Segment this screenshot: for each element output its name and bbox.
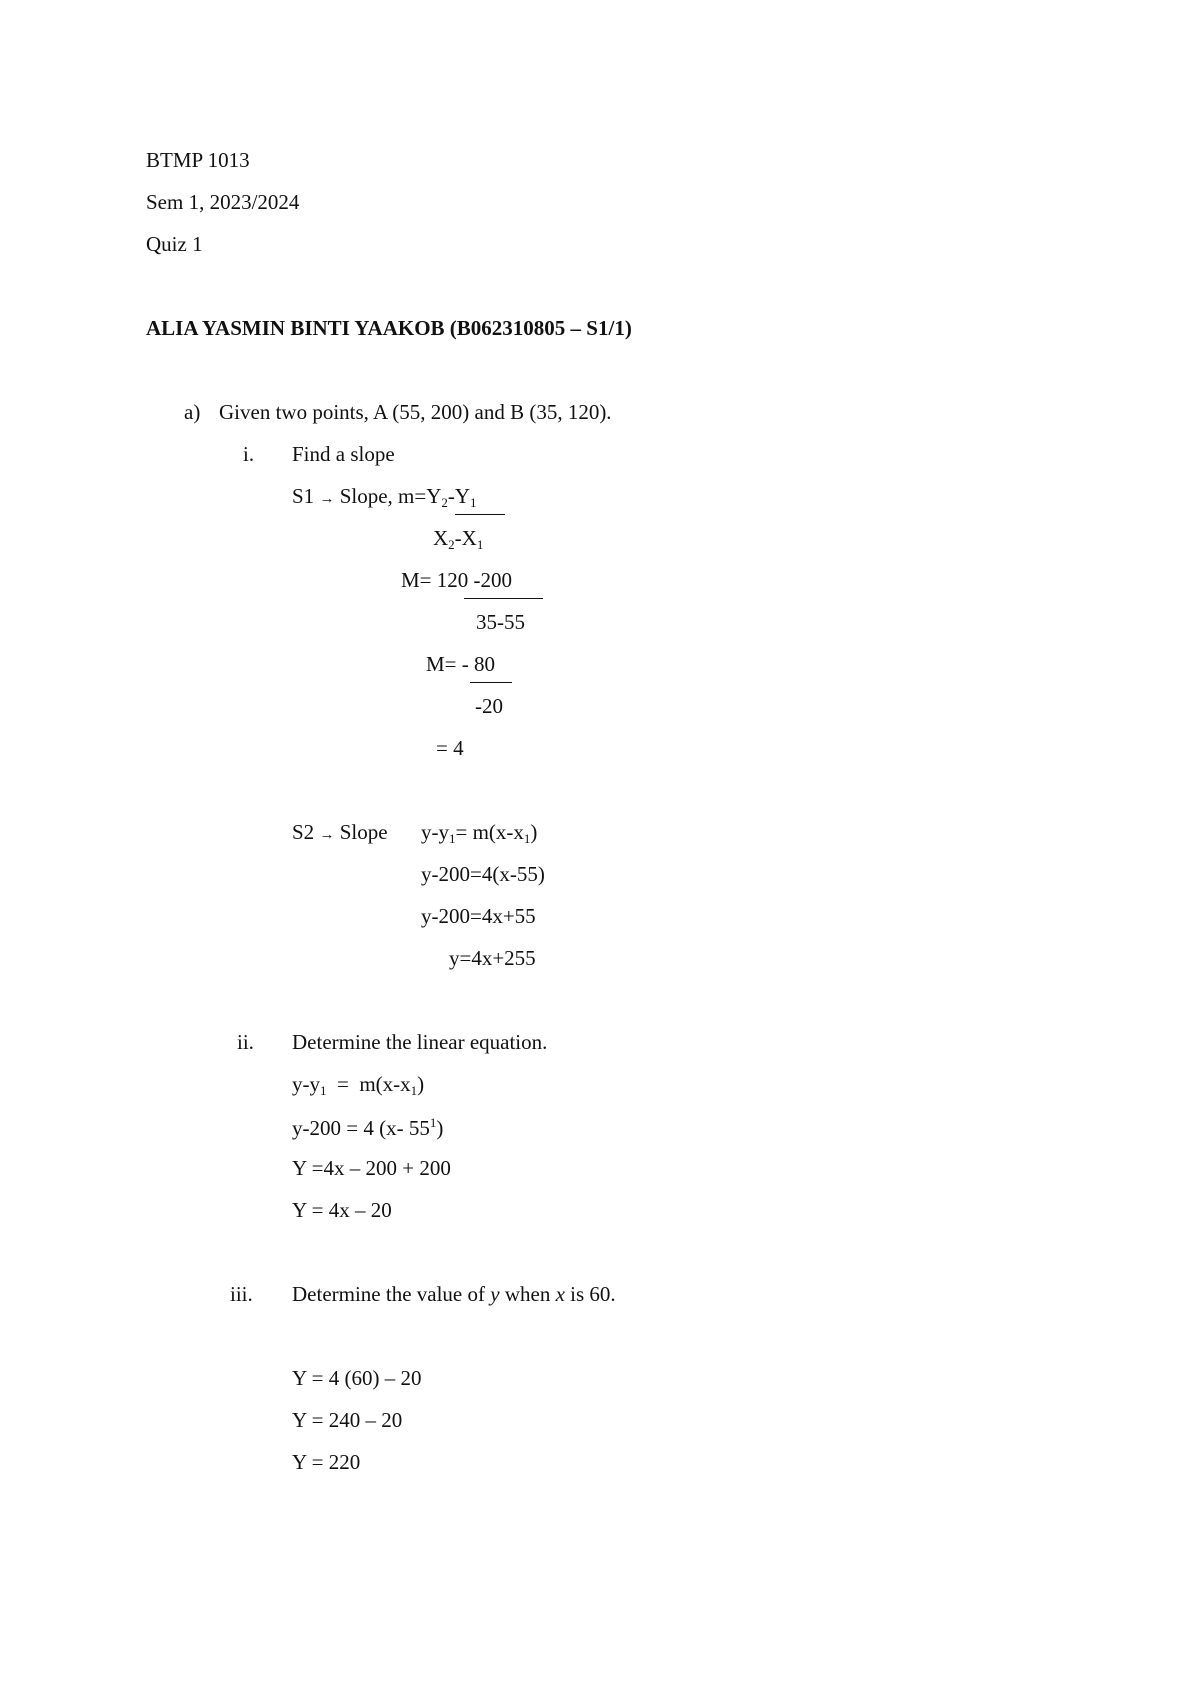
part-ii-equation-4: Y = 4x – 20 — [292, 1198, 392, 1222]
s1-fraction-bar — [455, 514, 505, 515]
iii-text-x: x — [555, 1282, 565, 1306]
arrow-icon: → — [319, 491, 335, 507]
s2-label: Slope — [339, 820, 388, 844]
question-a-label: a) — [184, 400, 201, 424]
ii-eq1-sub-2: 1 — [410, 1083, 418, 1098]
s1-step2-fraction-bar — [470, 682, 512, 683]
ii-eq1-c: = m(x-x — [326, 1072, 411, 1096]
s2-eq1-c: = m(x-x — [455, 820, 524, 844]
s2-eq1-sub-2: 1 — [523, 831, 531, 846]
part-ii-equation-1 — [292, 1074, 424, 1097]
ii-eq2-a: y-200 = 4 (x- 55 — [292, 1116, 430, 1140]
s2-equation-3: y-200=4x+55 — [421, 904, 536, 928]
s1-step1-fraction-bar — [464, 598, 543, 599]
part-iii-equation-2: Y = 240 – 20 — [292, 1408, 403, 1432]
s1-result: = 4 — [436, 736, 464, 760]
ii-eq1-e: ) — [417, 1072, 425, 1096]
part-iii-equation-3: Y = 220 — [292, 1450, 361, 1474]
s1-numerator-y: Y — [426, 484, 442, 508]
student-name: ALIA YASMIN BINTI YAAKOB (B062310805 – S1/1) — [146, 316, 632, 340]
s2-prefix: S2 — [292, 820, 315, 844]
ii-eq1-sub-1: 1 — [320, 1083, 327, 1098]
s1-step1-numerator: M= 120 -200 — [401, 568, 513, 592]
iii-text-a: Determine the value of — [292, 1282, 491, 1306]
part-i-label: i. — [243, 442, 255, 466]
s2-eq1-a: y-y — [421, 820, 449, 844]
s1-formula-label: Slope, m= — [339, 484, 427, 508]
s1-den-sub-1: 1 — [476, 537, 484, 552]
part-i-text: Find a slope — [292, 442, 395, 466]
s1-den-dash: -X — [454, 526, 477, 550]
s2-equation-1 — [421, 822, 537, 845]
ii-eq2-c: ) — [436, 1116, 444, 1140]
course-code: BTMP 1013 — [146, 148, 250, 172]
s1-prefix: S1 — [292, 484, 315, 508]
s1-numerator-dash: -Y — [447, 484, 471, 508]
s1-formula-line — [292, 486, 477, 509]
s2-eq1-e: ) — [530, 820, 538, 844]
s1-step2-denominator: -20 — [475, 694, 503, 718]
s1-den-sub-2: 2 — [448, 537, 455, 552]
part-iii-text — [292, 1284, 616, 1305]
part-ii-equation-2 — [292, 1116, 443, 1139]
iii-text-b: when — [499, 1282, 556, 1306]
s1-den-x: X — [433, 526, 449, 550]
s1-denominator — [433, 528, 483, 551]
part-ii-label: ii. — [237, 1030, 254, 1054]
part-iii-label: iii. — [230, 1282, 253, 1306]
s1-numerator-sub-2: 2 — [441, 495, 448, 510]
semester: Sem 1, 2023/2024 — [146, 190, 300, 214]
arrow-icon: → — [319, 827, 335, 843]
question-a-text: Given two points, A (55, 200) and B (35, 120). — [219, 400, 612, 424]
ii-eq1-a: y-y — [292, 1072, 320, 1096]
part-ii-text: Determine the linear equation. — [292, 1030, 548, 1054]
s2-eq1-sub-1: 1 — [449, 831, 456, 846]
part-iii-equation-1: Y = 4 (60) – 20 — [292, 1366, 422, 1390]
s1-step2-numerator: M= - 80 — [426, 652, 496, 676]
s2-equation-2: y-200=4(x-55) — [421, 862, 545, 886]
iii-text-y: y — [490, 1282, 500, 1306]
ii-eq2-sup: 1 — [429, 1115, 437, 1130]
part-ii-equation-3: Y =4x – 200 + 200 — [292, 1156, 451, 1180]
iii-text-c: is 60. — [564, 1282, 616, 1306]
s1-numerator-sub-1: 1 — [470, 495, 477, 510]
s1-step1-denominator: 35-55 — [476, 610, 525, 634]
quiz-title: Quiz 1 — [146, 232, 203, 256]
s2-line-1 — [292, 822, 388, 843]
s2-equation-4: y=4x+255 — [449, 946, 536, 970]
